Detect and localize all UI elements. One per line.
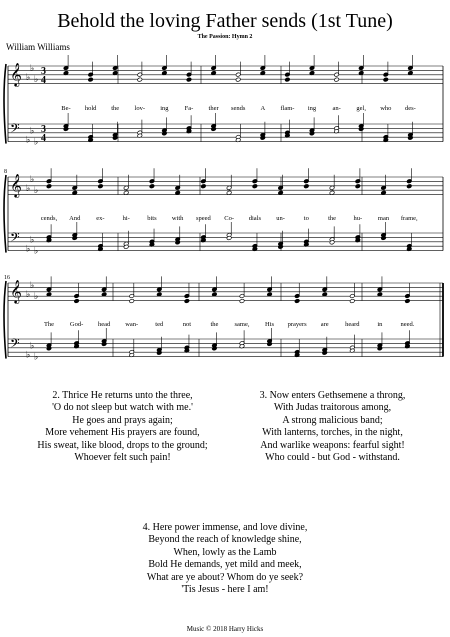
lyric-syllable: wan-	[125, 321, 139, 328]
lyric-syllable: dials	[248, 215, 262, 222]
lyric-syllable: man	[377, 215, 390, 222]
lyric-syllable: prayers	[287, 321, 307, 328]
verse-line: What are ye about? Whom do ye seek?	[146, 571, 304, 583]
treble-note-head	[46, 184, 51, 189]
system-brace	[4, 175, 6, 253]
verse-4	[95, 522, 355, 596]
lyric-syllable: The	[43, 321, 55, 328]
treble-note-head	[334, 77, 339, 82]
verse-2	[25, 390, 220, 464]
lyric-syllable: gel,	[356, 105, 366, 112]
verse-line: He goes and prays again;	[72, 414, 173, 426]
treble-note-head	[184, 299, 189, 304]
lyric-syllable: same,	[234, 321, 250, 328]
treble-note-head	[239, 299, 244, 304]
treble-note-head	[186, 77, 191, 82]
verse-line: Bold He demands, yet mild and meek,	[148, 559, 302, 571]
lyric-syllable: the	[328, 215, 337, 222]
flat-icon: ♭	[34, 291, 39, 302]
lyric-syllable: frame,	[400, 215, 418, 222]
lyric-syllable: are	[320, 321, 329, 328]
treble-clef-icon: 𝄞	[10, 64, 22, 86]
treble-note-head	[201, 184, 206, 189]
verse-line: Whoever felt such pain!	[74, 452, 171, 464]
verse-line: With lanterns, torches, in the night,	[262, 427, 403, 439]
flat-icon: ♭	[26, 134, 31, 145]
treble-clef-icon: 𝄞	[10, 281, 22, 303]
lyric-syllable: hi-	[122, 215, 130, 222]
lyric-syllable: un-	[276, 215, 285, 222]
system-brace	[4, 281, 6, 359]
hymn-title: Behold the loving Father sends (1st Tune)	[57, 10, 393, 32]
lyric-syllable: to	[303, 215, 309, 222]
treble-note-head	[355, 184, 360, 189]
lyric-syllable: heard	[345, 321, 360, 328]
flat-icon: ♭	[30, 125, 35, 136]
flat-icon: ♭	[30, 234, 35, 245]
lyric-syllable: who	[380, 105, 392, 112]
verse-line: With Judas traitorous among,	[273, 402, 392, 414]
lyric-syllable: And	[69, 215, 81, 222]
lyric-syllable: bits	[147, 215, 157, 222]
lyric-syllable: God-	[69, 321, 84, 328]
treble-note-head	[285, 77, 290, 82]
system-brace	[4, 64, 6, 144]
treble-note-head	[137, 77, 142, 82]
flat-icon: ♭	[30, 174, 35, 185]
flat-icon: ♭	[26, 72, 31, 82]
lyric-syllable: lov-	[134, 105, 146, 112]
flat-icon: ♭	[34, 185, 39, 196]
verse-3	[235, 390, 430, 464]
treble-note-head	[350, 299, 355, 304]
lyric-syllable: speed	[195, 215, 211, 222]
verse-line: More vehement His prayers are found,	[45, 427, 200, 439]
lyric-syllable: ex-	[96, 215, 105, 222]
flat-icon: ♭	[34, 245, 39, 256]
time-signature: 4	[41, 74, 46, 86]
time-signature: 3	[41, 124, 46, 135]
measure-number: 8	[4, 169, 7, 175]
lyric-syllable: ted	[155, 321, 164, 328]
treble-note-head	[304, 184, 309, 189]
lyric-syllable: A	[260, 105, 266, 112]
treble-clef-icon: 𝄞	[10, 175, 22, 197]
verse-line: 3. Now enters Gethsemene a throng,	[259, 390, 406, 401]
hymn-subtitle: The Passion: Hymn 2	[197, 34, 253, 40]
treble-note-head	[98, 184, 103, 189]
lyric-syllable: need.	[400, 321, 415, 328]
lyric-syllable: His	[265, 321, 275, 328]
lyric-syllable: the	[111, 105, 120, 112]
flat-icon: ♭	[34, 351, 39, 362]
verse-line: Beyond the reach of knowledge shine,	[148, 534, 302, 546]
time-signature: 4	[41, 132, 46, 144]
lyric-syllable: an-	[332, 105, 341, 112]
copyright-footer: Music © 2018 Harry Hicks	[186, 625, 264, 633]
verse-line: His sweat, like blood, drops to the ground;	[37, 439, 208, 451]
verse-line: 'O do not sleep but watch with me.'	[52, 402, 193, 414]
lyric-syllable: hold	[84, 105, 97, 112]
lyric-syllable: ther	[208, 105, 219, 112]
flat-icon: ♭	[30, 280, 35, 291]
lyric-syllable: cends,	[40, 215, 58, 222]
lyric-syllable: des-	[404, 105, 416, 112]
flat-icon: ♭	[30, 340, 35, 351]
lyric-syllable: Fa-	[184, 105, 194, 112]
bass-clef-icon: 𝄢	[10, 123, 20, 139]
lyric-syllable: Be-	[61, 105, 71, 112]
bass-clef-icon: 𝄢	[10, 338, 20, 354]
flat-icon: ♭	[26, 243, 31, 254]
lyric-syllable: flam-	[280, 105, 295, 112]
lyric-syllable: Co-	[224, 215, 235, 222]
treble-note-head	[88, 77, 93, 82]
treble-note-head	[252, 184, 257, 189]
verse-line: 'Tis Jesus - here I am!	[181, 584, 269, 596]
flat-icon: ♭	[34, 74, 39, 85]
treble-note-head	[383, 77, 388, 82]
lyric-syllable: in	[377, 321, 383, 328]
measure-number: 16	[4, 275, 10, 281]
treble-note-head	[129, 299, 134, 304]
treble-note-head	[149, 184, 154, 189]
bass-clef-icon: 𝄢	[10, 232, 20, 248]
treble-note-head	[407, 184, 412, 189]
time-signature: 3	[41, 66, 46, 77]
lyric-syllable: with	[171, 215, 184, 222]
verse-line: And warlike weapons: fearful sight!	[260, 439, 405, 451]
composer-name: William Williams	[6, 42, 70, 52]
verse-line: 2. Thrice He returns unto the three,	[52, 390, 193, 401]
treble-note-head	[294, 299, 299, 304]
verse-line: A strong malicious band;	[282, 414, 383, 426]
flat-icon: ♭	[26, 183, 31, 193]
verse-line: When, lowly as the Lamb	[173, 546, 277, 558]
flat-icon: ♭	[26, 349, 31, 360]
lyric-syllable: hu-	[353, 215, 363, 222]
verse-line: Who could - but God - withstand.	[265, 452, 400, 464]
lyric-syllable: ing	[160, 105, 169, 112]
lyric-syllable: ing	[307, 105, 317, 112]
treble-note-head	[405, 299, 410, 304]
flat-icon: ♭	[26, 289, 31, 299]
lyric-syllable: sends	[230, 105, 246, 112]
flat-icon: ♭	[34, 136, 39, 147]
treble-note-head	[74, 299, 79, 304]
lyric-syllable: the	[210, 321, 219, 328]
lyric-syllable: head	[98, 321, 111, 328]
flat-icon: ♭	[30, 63, 35, 74]
lyric-syllable: not	[182, 321, 192, 328]
verse-line: 4. Here power immense, and love divine,	[142, 522, 308, 533]
treble-note-head	[235, 77, 240, 82]
